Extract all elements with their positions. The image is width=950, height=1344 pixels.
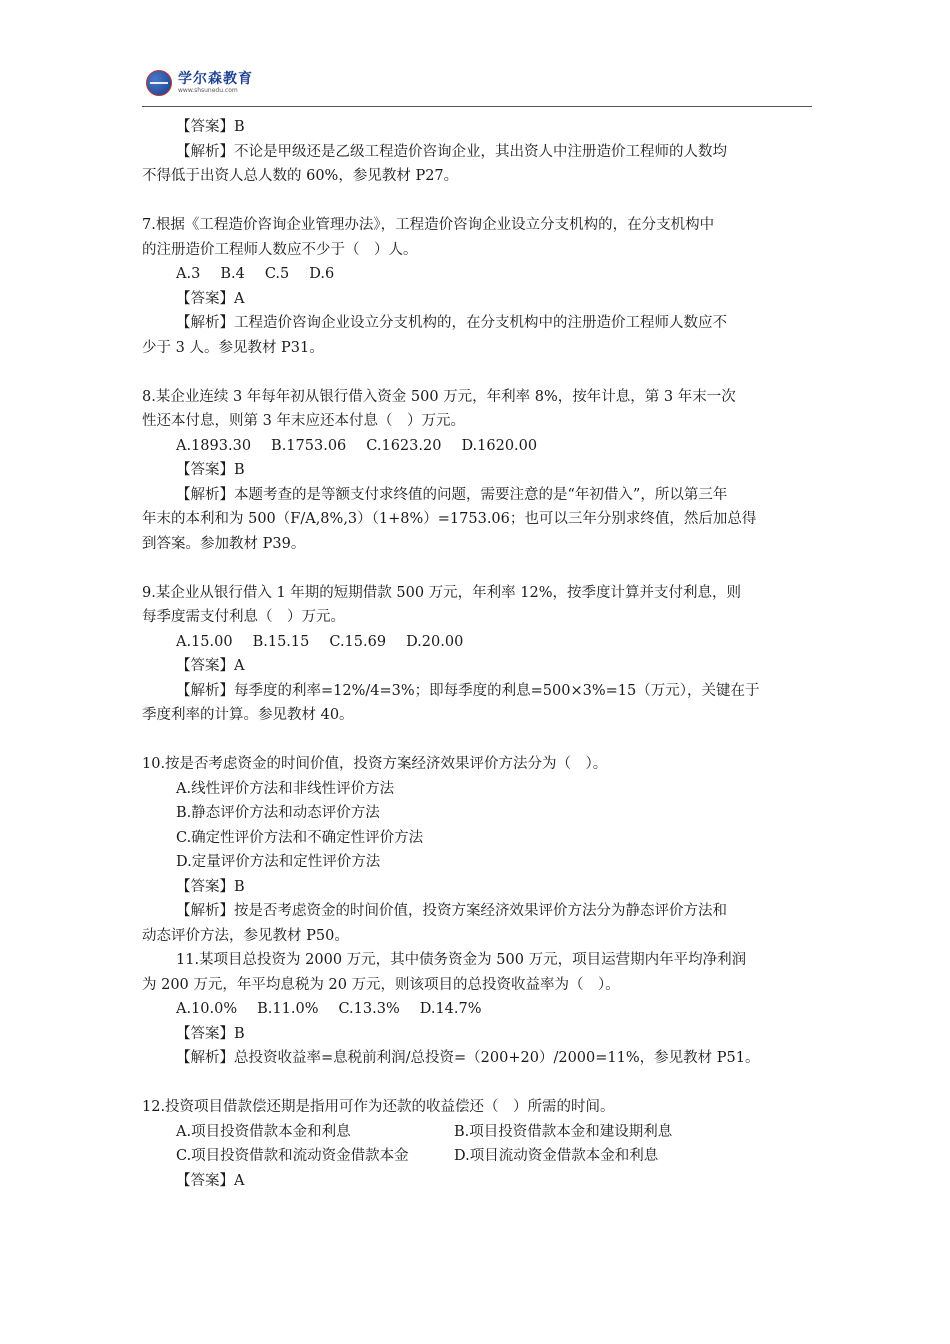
option: A.线性评价方法和非线性评价方法 [176,780,395,797]
question-stem: 12.投资项目借款偿还期是指用可作为还款的收益偿还（ ）所需的时间。 [142,1099,615,1115]
analysis-line: 动态评价方法，参见教材 P50。 [142,927,349,944]
question-options [142,434,812,459]
answer-line: 【答案】A [176,1172,245,1189]
option: C.15.69 [329,633,387,650]
option: B.1753.06 [271,437,347,454]
option: D.定量评价方法和定性评价方法 [176,854,381,870]
analysis-line: 季度利率的计算。参见教材 40。 [142,707,354,723]
analysis-line: 少于 3 人。参见教材 P31。 [142,339,324,356]
option: C.1623.20 [366,437,442,454]
analysis-line: 【解析】总投资收益率=息税前利润/总投资=（200+20）/2000=11%，参见教材 P51。 [176,1050,760,1066]
option: D.6 [309,266,335,282]
question-stem: 为 200 万元，年平均息税为 20 万元，则该项目的总投资收益率为（ ）。 [142,976,620,993]
question-options [142,262,812,287]
analysis-line: 【解析】本题考查的是等额支付求终值的问题，需要注意的是“年初借入”，所以第三年 [176,486,728,503]
option: D.项目流动资金借款本金和利息 [454,1148,659,1164]
analysis-line: 【解析】工程造价咨询企业设立分支机构的，在分支机构中的注册造价工程师人数应不 [176,315,727,331]
document-body [142,115,812,1193]
answer-line: 【答案】A [176,658,245,674]
option: B.4 [220,266,245,282]
option: A.项目投资借款本金和利息 [176,1123,351,1140]
answer-line: 【答案】B [176,878,245,895]
question-stem: 性还本付息，则第 3 年末应还本付息（ ）万元。 [142,413,465,429]
question-stem: 9.某企业从银行借入 1 年期的短期借款 500 万元，年利率 12%，按季度计算并支付利息，则 [142,584,742,601]
option: B.15.15 [252,633,310,650]
question-stem: 11.某项目总投资为 2000 万元，其中债务资金为 500 万元，项目运营期内年平均净利润 [176,952,747,968]
page-header [142,66,812,107]
logo-name: 学尔森教育 [178,71,253,87]
analysis-line: 年末的本利和为 500（F/A,8%,3）（1+8%）=1753.06；也可以三年分别求终值，然后加总得 [142,511,757,527]
question-stem: 的注册造价工程师人数应不少于（ ）人。 [142,241,418,258]
option: B.11.0% [257,1001,319,1017]
logo [146,70,253,96]
option: A.3 [176,266,201,282]
option: C.确定性评价方法和不确定性评价方法 [176,829,424,846]
option: C.5 [264,266,290,282]
answer-line: 【答案】B [176,119,245,135]
question-stem: 7.根据《工程造价咨询企业管理办法》，工程造价咨询企业设立分支机构的，在分支机构中 [142,217,715,233]
analysis-line: 【解析】不论是甲级还是乙级工程造价咨询企业，其出资人中注册造价工程师的人数均 [176,143,727,160]
option: A.10.0% [176,1001,238,1017]
globe-logo-icon [146,70,172,96]
option: D.1620.00 [461,437,538,454]
option: D.20.00 [406,633,464,650]
option: B.静态评价方法和动态评价方法 [176,805,380,821]
question-options [142,1144,812,1169]
question-stem: 10.按是否考虑资金的时间价值，投资方案经济效果评价方法分为（ ）。 [142,756,608,772]
option: A.1893.30 [176,437,252,454]
question-stem: 每季度需支付利息（ ）万元。 [142,609,345,625]
analysis-line: 【解析】按是否考虑资金的时间价值，投资方案经济效果评价方法分为静态评价方法和 [176,903,727,919]
logo-url: www.shsunedu.com [178,87,238,94]
analysis-line: 到答案。参加教材 P39。 [142,535,306,552]
option: C.13.3% [338,1001,400,1017]
question-options [142,1120,812,1145]
answer-line: 【答案】B [176,462,245,478]
question-options [142,997,812,1022]
option: A.15.00 [176,633,233,650]
option: C.项目投资借款和流动资金借款本金 [176,1148,409,1164]
analysis-line: 不得低于出资人总人数的 60%，参见教材 P27。 [142,168,459,184]
answer-line: 【答案】A [176,290,245,307]
option: D.14.7% [419,1001,482,1017]
question-options [142,630,812,655]
option: B.项目投资借款本金和建设期利息 [454,1123,673,1140]
question-stem: 8.某企业连续 3 年每年初从银行借入资金 500 万元，年利率 8%，按年计息，第 3 年末一次 [142,388,736,405]
analysis-line: 【解析】每季度的利率=12%/4=3%；即每季度的利息=500×3%=15（万元），关键在于 [176,682,760,699]
answer-line: 【答案】B [176,1025,245,1042]
